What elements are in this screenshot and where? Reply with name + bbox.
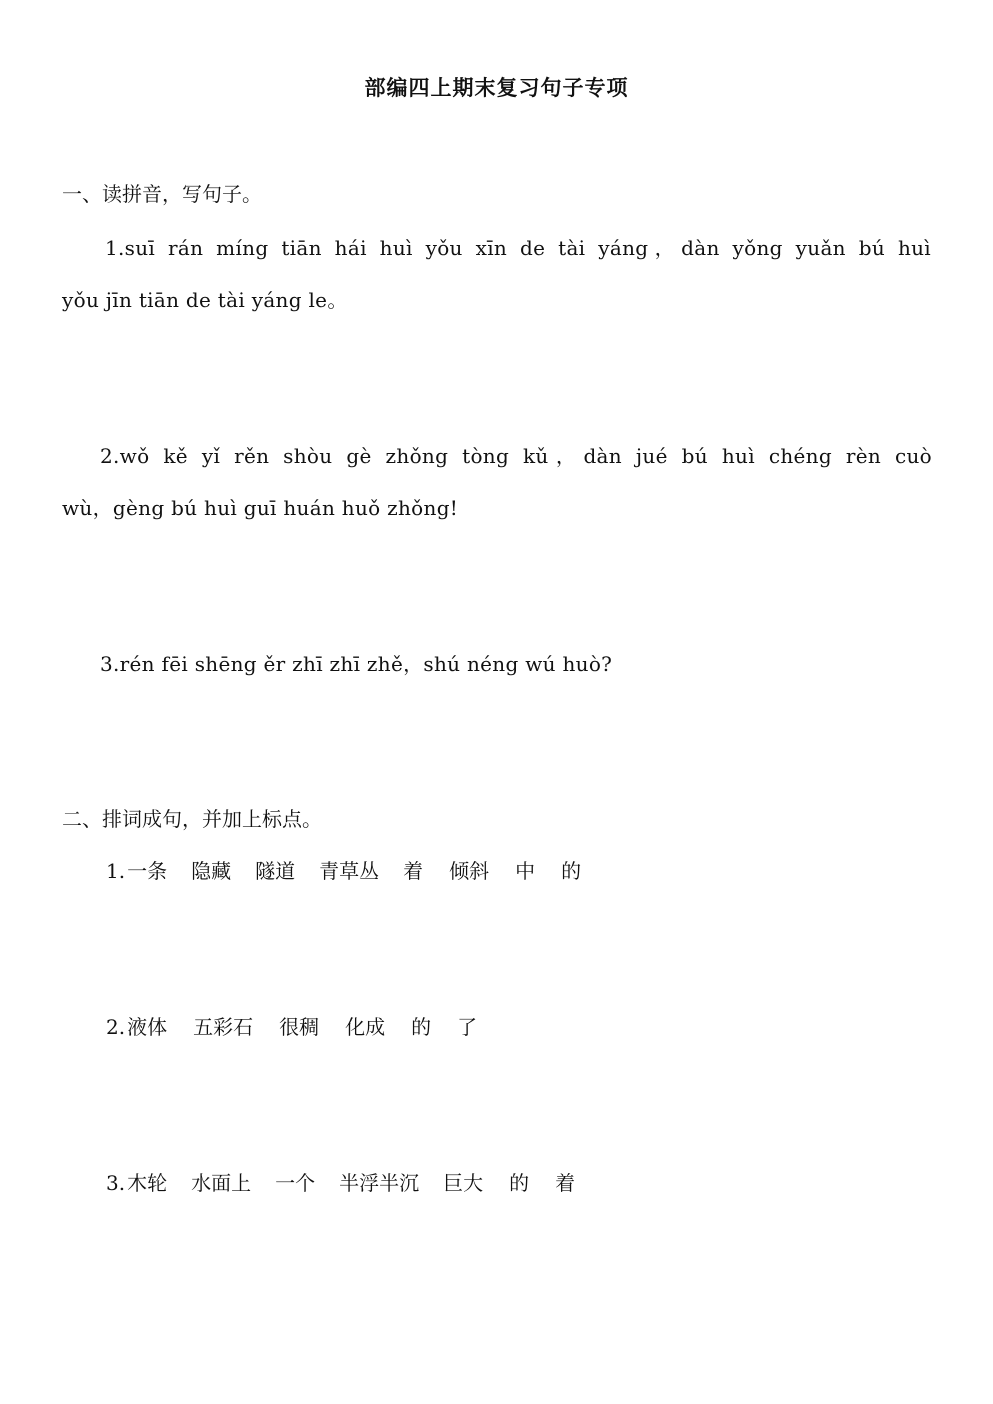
word-order-item-2 [106,1011,477,1040]
word-token: 青草丛 [319,859,380,883]
word-order-item-3 [106,1167,575,1196]
pinyin-item-1-line-2: yǒu jīn tiān de tài yáng le。 [62,288,348,312]
item-number: 3. [106,1171,126,1195]
word-token: 了 [457,1015,478,1039]
word-token: 液体 [127,1015,168,1039]
word-token: 的 [561,859,582,883]
section-1-heading: 一、读拼音，写句子。 [62,182,262,206]
word-token: 水面上 [191,1171,252,1195]
page-title: 部编四上期末复习句子专项 [364,75,629,100]
word-token: 一个 [275,1171,316,1195]
word-token: 中 [515,859,536,883]
word-token: 倾斜 [449,859,490,883]
word-order-item-1 [106,855,581,884]
pinyin-item-2-line-2: wù，gèng bú huì guī huán huǒ zhǒng! [62,496,459,520]
word-token: 隐藏 [191,859,232,883]
word-token: 着 [555,1171,576,1195]
word-token: 化成 [345,1015,386,1039]
item-number: 2. [106,1015,126,1039]
pinyin-item-3-line-1: 3.rén fēi shēng ěr zhī zhī zhě，shú néng wú huò? [100,652,613,676]
item-number: 1. [106,859,126,883]
word-token: 的 [509,1171,530,1195]
word-token: 巨大 [443,1171,484,1195]
pinyin-item-1-line-1: 1.suī rán míng tiān hái huì yǒu xīn de tài yáng，dàn yǒng yuǎn bú huì [105,236,931,260]
word-token: 着 [403,859,424,883]
word-token: 五彩石 [193,1015,254,1039]
word-token: 木轮 [127,1171,168,1195]
section-2-heading: 二、排词成句，并加上标点。 [62,807,322,831]
word-token: 很稠 [279,1015,320,1039]
word-token: 一条 [127,859,168,883]
word-token: 隧道 [255,859,296,883]
word-token: 半浮半沉 [339,1171,420,1195]
word-token: 的 [411,1015,432,1039]
pinyin-item-2-line-1: 2.wǒ kě yǐ rěn shòu gè zhǒng tòng kǔ，dàn jué bú huì chéng rèn cuò [100,444,932,468]
